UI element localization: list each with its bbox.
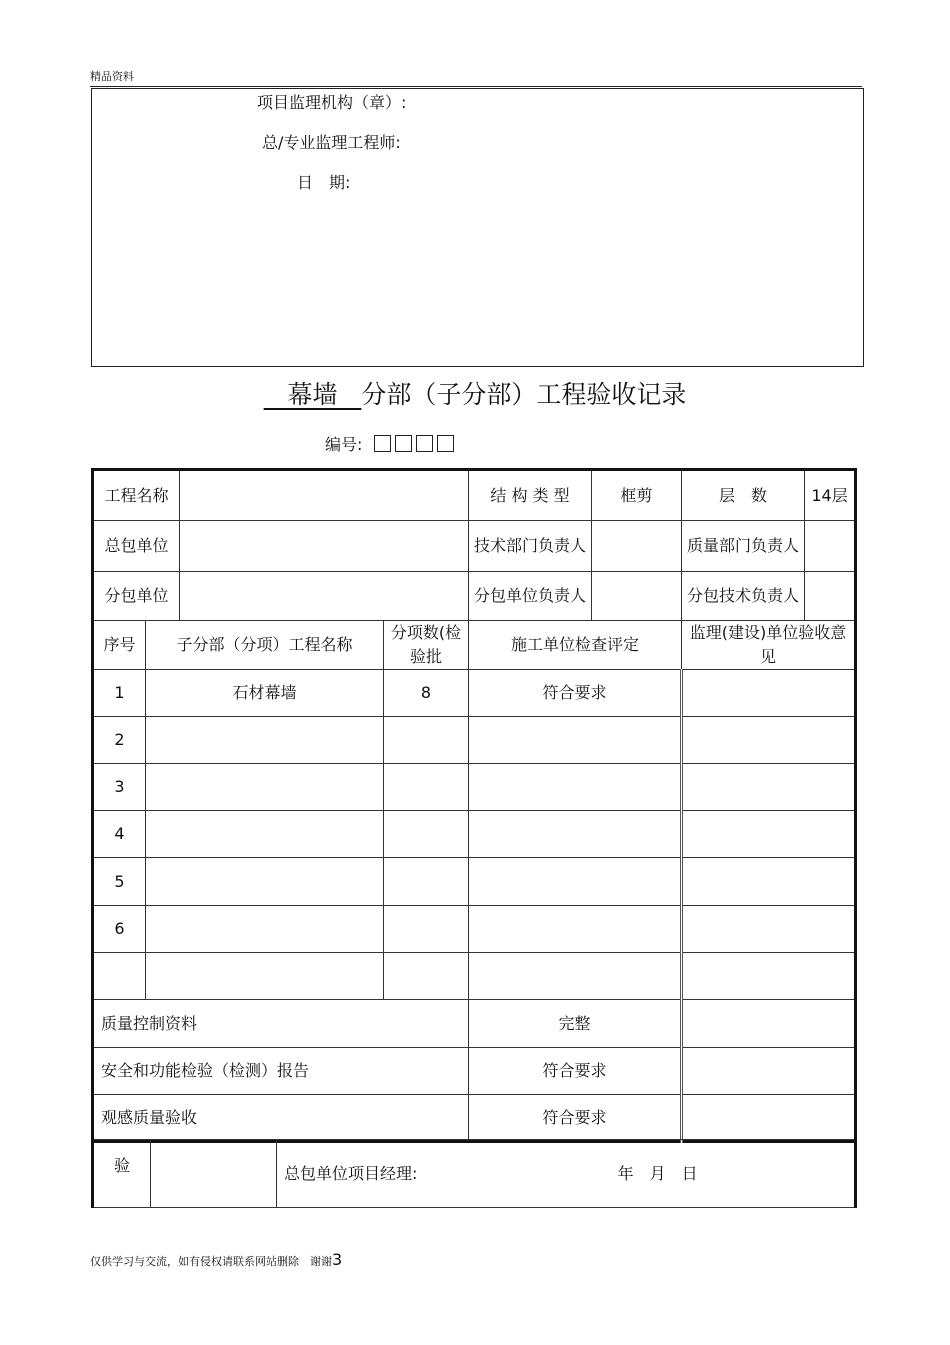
subcontractor-head-label: 分包单位负责人 (469, 572, 592, 621)
quality-dept-head-value[interactable] (805, 521, 856, 572)
row-supervisor-opinion[interactable] (682, 717, 856, 764)
row-contractor-eval[interactable] (469, 717, 682, 764)
appearance-quality-label: 观感质量验收 (93, 1095, 469, 1142)
row-contractor-eval[interactable]: 符合要求 (469, 670, 682, 717)
row-supervisor-opinion[interactable] (682, 858, 856, 906)
floors-value[interactable]: 14层 (805, 470, 856, 521)
floors-label: 层 数 (682, 470, 805, 521)
subcontractor-tech-head-value[interactable] (805, 572, 856, 621)
row-sub-project[interactable] (146, 953, 384, 1000)
col-header-item-count: 分项数(检验批 (384, 621, 469, 670)
row-contractor-eval[interactable] (469, 953, 682, 1000)
serial-box[interactable] (374, 435, 391, 452)
appearance-quality-value[interactable]: 符合要求 (469, 1095, 682, 1142)
safety-report-label: 安全和功能检验（检测）报告 (93, 1048, 469, 1095)
subcontractor-value[interactable] (180, 572, 469, 621)
supervising-engineer-label: 总/专业监理工程师: (262, 133, 401, 152)
quality-docs-value[interactable]: 完整 (469, 1000, 682, 1048)
table-row (93, 717, 856, 764)
row-sub-project[interactable] (146, 764, 384, 811)
col-header-contractor-eval: 施工单位检查评定 (469, 621, 682, 670)
row-item-count[interactable] (384, 811, 469, 858)
row-supervisor-opinion[interactable] (682, 811, 856, 858)
row-seq: 1 (93, 670, 146, 717)
page-number: 3 (332, 1250, 343, 1269)
row-contractor-eval[interactable] (469, 811, 682, 858)
header-rule (90, 86, 862, 87)
signature-date: 年 月 日 (617, 1163, 698, 1183)
row-sub-project[interactable] (146, 858, 384, 906)
quality-dept-head-label: 质量部门负责人 (682, 521, 805, 572)
row-sub-project[interactable] (146, 811, 384, 858)
serial-box[interactable] (416, 435, 433, 452)
supervision-date-label: 日 期: (297, 173, 351, 192)
supervision-signature-box (91, 88, 864, 367)
table-row (93, 670, 856, 717)
table-row (93, 906, 856, 953)
row-seq: 2 (93, 717, 146, 764)
col-header-supervisor-opinion: 监理(建设)单位验收意见 (682, 621, 856, 670)
row-supervisor-opinion[interactable] (682, 906, 856, 953)
structure-type-value[interactable]: 框剪 (592, 470, 682, 521)
row-seq: 6 (93, 906, 146, 953)
project-name-value[interactable] (180, 470, 469, 521)
row-seq (93, 953, 146, 1000)
table-row (93, 764, 856, 811)
col-header-sub-project: 子分部（分项）工程名称 (146, 621, 384, 670)
footer (90, 1250, 342, 1269)
table-row (93, 811, 856, 858)
title-rest: 分部（子分部）工程验收记录 (361, 380, 687, 409)
row-seq: 5 (93, 858, 146, 906)
row-supervisor-opinion[interactable] (682, 953, 856, 1000)
acceptance-signature-table (91, 1139, 857, 1208)
project-manager-label: 总包单位项目经理: (284, 1163, 418, 1183)
row-item-count[interactable] (384, 858, 469, 906)
row-contractor-eval[interactable] (469, 764, 682, 811)
row-sub-project[interactable] (146, 906, 384, 953)
row-supervisor-opinion[interactable] (682, 764, 856, 811)
acceptance-record-table (91, 468, 857, 1143)
safety-report-value[interactable]: 符合要求 (469, 1048, 682, 1095)
appearance-quality-opinion[interactable] (682, 1095, 856, 1142)
footer-text: 仅供学习与交流，如有侵权请联系网站删除 谢谢 (90, 1255, 332, 1268)
row-seq: 3 (93, 764, 146, 811)
quality-docs-opinion[interactable] (682, 1000, 856, 1048)
main-contractor-label: 总包单位 (93, 521, 180, 572)
serial-box[interactable] (395, 435, 412, 452)
subcontractor-label: 分包单位 (93, 572, 180, 621)
acceptance-unit-value[interactable] (151, 1140, 277, 1208)
title-subject: 幕墙 (287, 380, 338, 409)
page-title (0, 375, 950, 411)
row-item-count[interactable]: 8 (384, 670, 469, 717)
tech-dept-head-label: 技术部门负责人 (469, 521, 592, 572)
acceptance-label: 验 (93, 1140, 151, 1208)
main-contractor-value[interactable] (180, 521, 469, 572)
project-manager-cell[interactable] (277, 1140, 856, 1208)
row-supervisor-opinion[interactable] (682, 670, 856, 717)
serial-box[interactable] (437, 435, 454, 452)
subcontractor-tech-head-label: 分包技术负责人 (682, 572, 805, 621)
row-item-count[interactable] (384, 717, 469, 764)
header-note: 精品资料 (90, 70, 134, 83)
row-contractor-eval[interactable] (469, 858, 682, 906)
structure-type-label: 结 构 类 型 (469, 470, 592, 521)
row-item-count[interactable] (384, 764, 469, 811)
row-sub-project[interactable]: 石材幕墙 (146, 670, 384, 717)
supervision-org-label: 项目监理机构（章）: (257, 93, 407, 112)
project-name-label: 工程名称 (93, 470, 180, 521)
row-seq: 4 (93, 811, 146, 858)
row-contractor-eval[interactable] (469, 906, 682, 953)
subcontractor-head-value[interactable] (592, 572, 682, 621)
table-row (93, 953, 856, 1000)
serial-label: 编号: (325, 435, 363, 454)
row-sub-project[interactable] (146, 717, 384, 764)
col-header-seq: 序号 (93, 621, 146, 670)
table-row (93, 858, 856, 906)
safety-report-opinion[interactable] (682, 1048, 856, 1095)
row-item-count[interactable] (384, 906, 469, 953)
quality-docs-label: 质量控制资料 (93, 1000, 469, 1048)
row-item-count[interactable] (384, 953, 469, 1000)
tech-dept-head-value[interactable] (592, 521, 682, 572)
serial-number (325, 432, 454, 455)
